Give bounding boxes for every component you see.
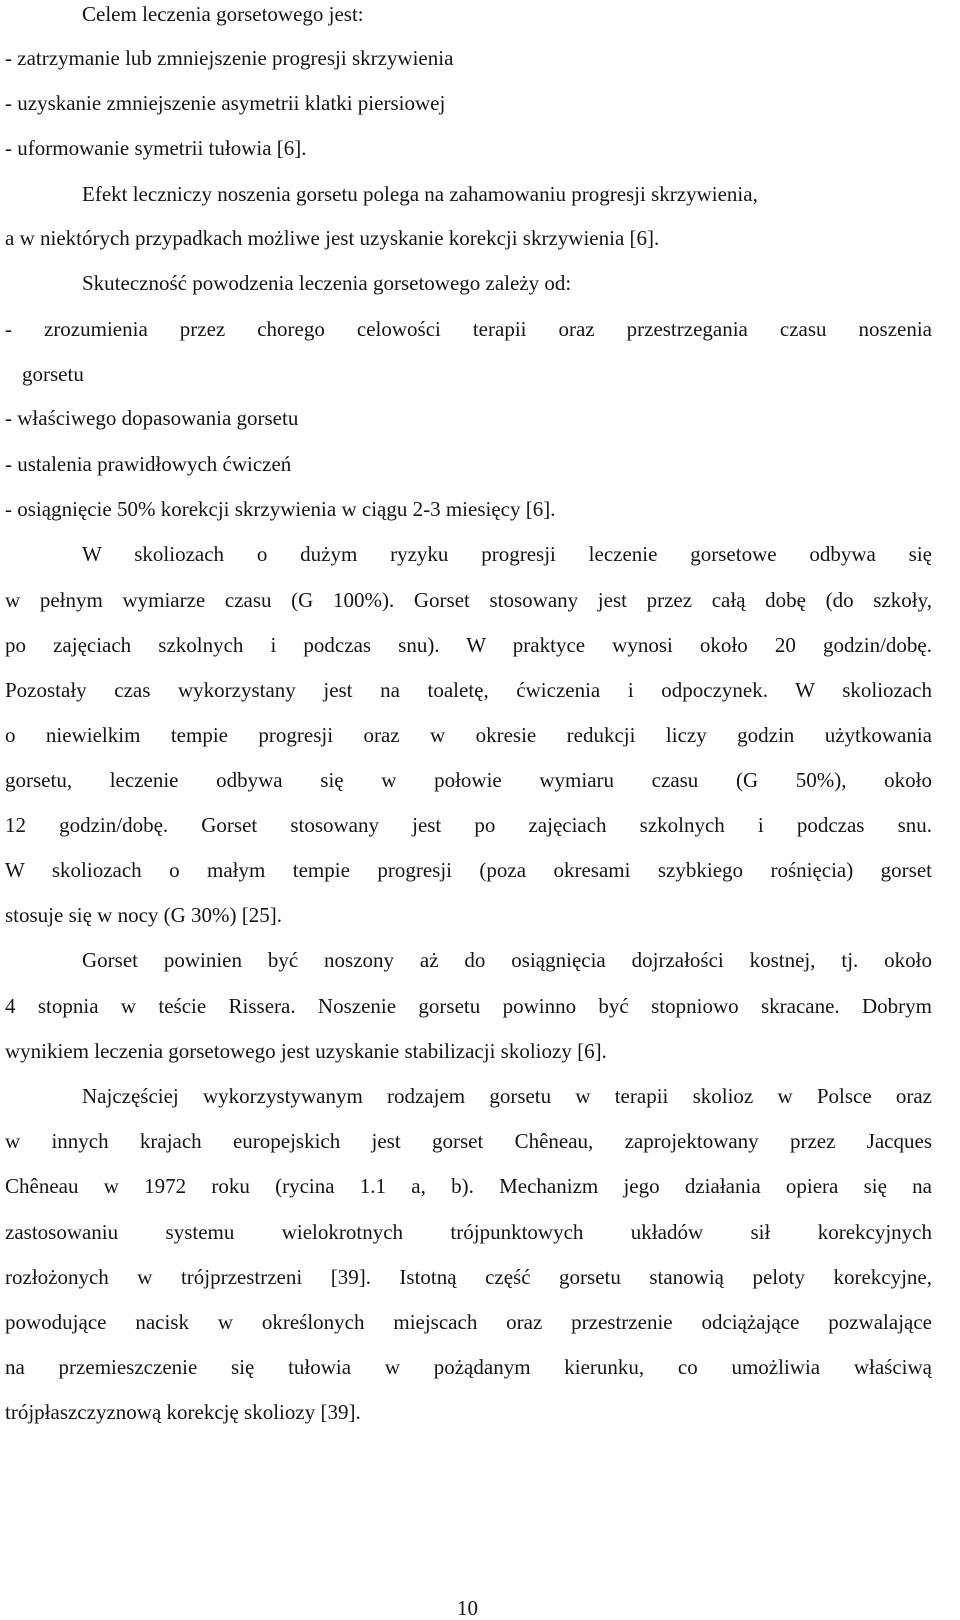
text-line: wynikiem leczenia gorsetowego jest uzyskanie stabilizacji skoliozy [6]. — [5, 1039, 607, 1063]
text-line: powodujące nacisk w określonych miejscach oraz przestrzenie odciążające pozwalające — [5, 1310, 932, 1334]
text-line: - uformowanie symetrii tułowia [6]. — [5, 136, 307, 160]
text-line: Najczęściej wykorzystywanym rodzajem gorsetu w terapii skolioz w Polsce oraz — [82, 1084, 932, 1108]
text-line: o niewielkim tempie progresji oraz w okresie redukcji liczy godzin użytkowania — [5, 723, 932, 747]
text-line: - właściwego dopasowania gorsetu — [5, 406, 299, 430]
text-line: gorsetu, leczenie odbywa się w połowie wymiaru czasu (G 50%), około — [5, 768, 932, 792]
text-line: Pozostały czas wykorzystany jest na toaletę, ćwiczenia i odpoczynek. W skoliozach — [5, 678, 932, 702]
text-line: na przemieszczenie się tułowia w pożądanym kierunku, co umożliwia właściwą — [5, 1355, 932, 1379]
text-line: Celem leczenia gorsetowego jest: — [82, 2, 364, 26]
text-line: po zajęciach szkolnych i podczas snu). W praktyce wynosi około 20 godzin/dobę. — [5, 633, 932, 657]
text-line: 12 godzin/dobę. Gorset stosowany jest po zajęciach szkolnych i podczas snu. — [5, 813, 932, 837]
text-line: trójpłaszczyznową korekcję skoliozy [39]. — [5, 1400, 361, 1424]
text-line: w innych krajach europejskich jest gorset Chêneau, zaprojektowany przez Jacques — [5, 1129, 932, 1153]
text-line: - zatrzymanie lub zmniejszenie progresji skrzywienia — [5, 46, 454, 70]
text-line: Gorset powinien być noszony aż do osiągnięcia dojrzałości kostnej, tj. około — [82, 948, 932, 972]
text-line: 4 stopnia w teście Rissera. Noszenie gorsetu powinno być stopniowo skracane. Dobrym — [5, 994, 932, 1018]
text-line: zastosowaniu systemu wielokrotnych trójpunktowych układów sił korekcyjnych — [5, 1220, 932, 1244]
text-line: Chêneau w 1972 roku (rycina 1.1 a, b). Mechanizm jego działania opiera się na — [5, 1174, 932, 1198]
text-line: Skuteczność powodzenia leczenia gorsetowego zależy od: — [82, 271, 572, 295]
text-line: stosuje się w nocy (G 30%) [25]. — [5, 903, 283, 927]
text-line: - osiągnięcie 50% korekcji skrzywienia w ciągu 2-3 miesięcy [6]. — [5, 497, 556, 521]
text-line: - uzyskanie zmniejszenie asymetrii klatki piersiowej — [5, 91, 446, 115]
text-line: W skoliozach o dużym ryzyku progresji leczenie gorsetowe odbywa się — [82, 542, 932, 566]
text-line: rozłożonych w trójprzestrzeni [39]. Istotną część gorsetu stanowią peloty korekcyjne, — [5, 1265, 932, 1289]
text-line: Efekt leczniczy noszenia gorsetu polega na zahamowaniu progresji skrzywienia, — [82, 182, 758, 206]
page-number: 10 — [457, 1596, 478, 1620]
text-line: - ustalenia prawidłowych ćwiczeń — [5, 452, 292, 476]
text-line: gorsetu — [22, 362, 84, 386]
text-line: a w niektórych przypadkach możliwe jest uzyskanie korekcji skrzywienia [6]. — [5, 226, 660, 250]
text-line: W skoliozach o małym tempie progresji (poza okresami szybkiego rośnięcia) gorset — [5, 858, 932, 882]
text-line: w pełnym wymiarze czasu (G 100%). Gorset stosowany jest przez całą dobę (do szkoły, — [5, 588, 932, 612]
text-line: - zrozumienia przez chorego celowości terapii oraz przestrzegania czasu noszenia — [5, 317, 932, 341]
